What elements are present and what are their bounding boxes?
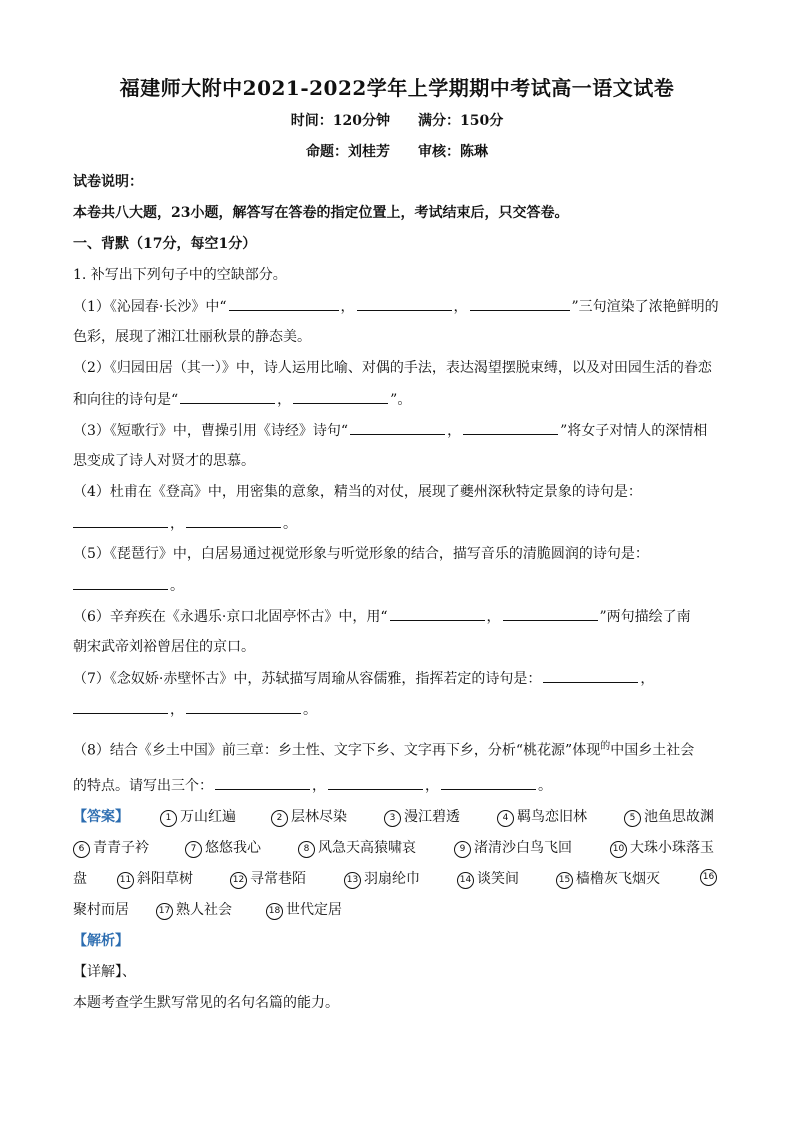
question-1: 1. 补写出下列句子中的空缺部分。 xyxy=(73,267,287,283)
answer-item: 1 万山红遍 xyxy=(160,806,236,827)
answer-item: 18 世代定居 xyxy=(266,899,342,920)
item-8-line1: （8）结合《乡土中国》前三章：乡土性、文字下乡、文字再下乡，分析“桃花源”体现$^的$中国乡土社会 xyxy=(73,741,695,759)
blank[interactable] xyxy=(390,606,485,621)
answer-item: 5 池鱼思故渊 xyxy=(624,806,714,827)
notes-body: 本卷共八大题，23小题，解答写在答卷的指定位置上，考试结束后，只交答卷。 xyxy=(73,205,569,221)
answer-label: 【答案】 xyxy=(73,809,129,825)
page-title: 福建师大附中2021-2022学年上学期期中考试高一语文试卷 xyxy=(119,76,675,100)
answer-item: 10 大珠小珠落玉 xyxy=(610,837,714,858)
blank[interactable] xyxy=(503,606,598,621)
blank[interactable] xyxy=(186,513,281,528)
answer-item: 13 羽扇纶巾 xyxy=(344,868,420,889)
blank[interactable] xyxy=(215,775,310,790)
item-5-line2: 。 xyxy=(73,575,184,596)
section1-heading: 一、背默（17分，每空1分） xyxy=(73,236,257,252)
answer-item: 12 寻常巷陌 xyxy=(230,868,306,889)
answer-item: 9 渚清沙白鸟飞回 xyxy=(454,837,572,858)
answer-item: 16 xyxy=(700,868,720,886)
item-1-line1: （1）《沁园春·长沙》中“ ， ， ”三句渲染了浓艳鲜明的 xyxy=(73,296,719,317)
notes-heading: 试卷说明： xyxy=(73,174,143,190)
blank[interactable] xyxy=(180,389,275,404)
answer-item: 11 斜阳草树 xyxy=(117,868,193,889)
blank[interactable] xyxy=(328,775,423,790)
answer-item: 7 悠悠我心 xyxy=(185,837,261,858)
time-line: 时间：120分钟 满分：150分 xyxy=(290,113,504,129)
blank[interactable] xyxy=(463,420,558,435)
item-7-line1: （7）《念奴娇·赤壁怀古》中，苏轼描写周瑜从容儒雅，指挥若定的诗句是： ， xyxy=(73,668,654,689)
blank[interactable] xyxy=(229,296,339,311)
blank[interactable] xyxy=(350,420,445,435)
item-5-line1: （5）《琵琶行》中，白居易通过视觉形象与听觉形象的结合，描写音乐的清脆圆润的诗句是： xyxy=(73,546,649,562)
blank[interactable] xyxy=(357,296,452,311)
detail-label: 【详解】、 xyxy=(73,964,136,980)
blank[interactable] xyxy=(543,668,638,683)
item-7-line2: ， 。 xyxy=(73,699,317,720)
item-3-line1: （3）《短歌行》中，曹操引用《诗经》诗句“ ， ”将女子对情人的深情相 xyxy=(73,420,707,441)
blank[interactable] xyxy=(470,296,570,311)
detail-text: 本题考查学生默写常见的名句名篇的能力。 xyxy=(73,995,339,1011)
item-3-line2: 思变成了诗人对贤才的思慕。 xyxy=(73,453,255,469)
item-2-line2: 和向往的诗句是“ ， ”。 xyxy=(73,389,411,410)
answer-item: 盘 xyxy=(73,871,87,887)
item-6-line1: （6）辛弃疾在《永遇乐·京口北固亭怀古》中，用“ ， ”两句描绘了南 xyxy=(73,606,691,627)
item-1-line2: 色彩，展现了湘江壮丽秋景的静态美。 xyxy=(73,329,311,345)
answer-item: 聚村而居 xyxy=(73,902,129,918)
item-2-line1: （2）《归园田居（其一）》中，诗人运用比喻、对偶的手法，表达渴望摆脱束缚，以及对田园生活的眷恋 xyxy=(73,360,712,376)
answer-item: 2 层林尽染 xyxy=(271,806,347,827)
answer-item: 4 羁鸟恋旧林 xyxy=(497,806,587,827)
blank[interactable] xyxy=(73,513,168,528)
answer-item: 14 谈笑间 xyxy=(457,868,519,889)
item-4-line2: ， 。 xyxy=(73,513,297,534)
item-4-line1: （4）杜甫在《登高》中，用密集的意象，精当的对仗，展现了夔州深秋特定景象的诗句是： xyxy=(73,484,642,500)
answer-item: 15 樯橹灰飞烟灭 xyxy=(556,868,660,889)
blank[interactable] xyxy=(73,575,168,590)
answer-item: 6 青青子衿 xyxy=(73,837,149,858)
blank[interactable] xyxy=(73,699,168,714)
answer-item: 17 熟人社会 xyxy=(156,899,232,920)
answer-item: 8 风急天高猿啸哀 xyxy=(298,837,416,858)
analysis-label: 【解析】 xyxy=(73,933,129,949)
author-line: 命题：刘桂芳 审核：陈琳 xyxy=(306,144,488,160)
blank[interactable] xyxy=(293,389,388,404)
blank[interactable] xyxy=(441,775,536,790)
item-6-line2: 朝宋武帝刘裕曾居住的京口。 xyxy=(73,639,255,655)
answer-item: 3 漫江碧透 xyxy=(384,806,460,827)
blank[interactable] xyxy=(186,699,301,714)
item-8-line2: 的特点。请写出三个： ， ， 。 xyxy=(73,775,552,796)
